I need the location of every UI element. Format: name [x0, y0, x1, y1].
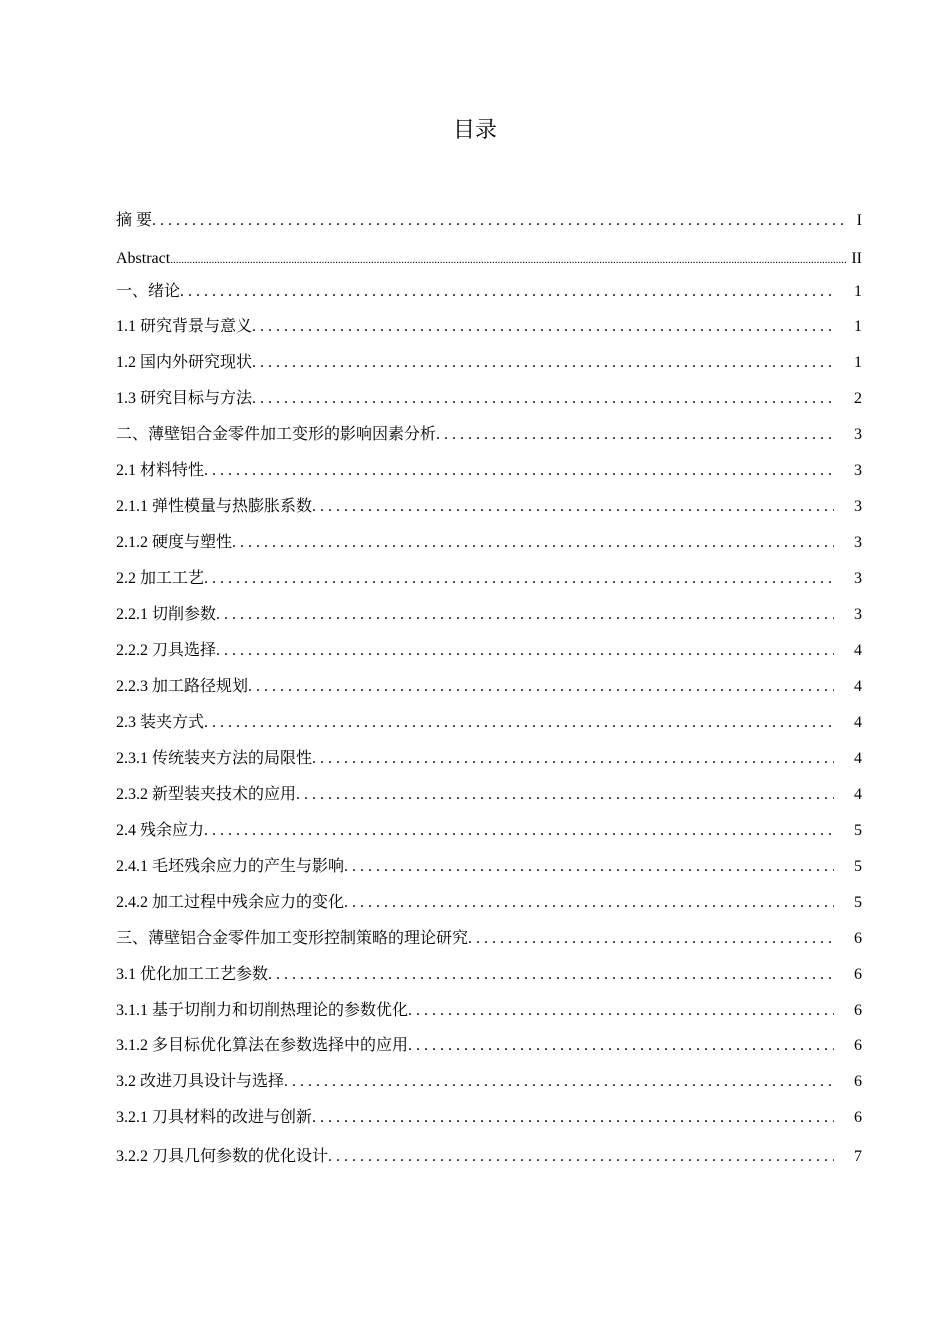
toc-label: 2.2.1 切削参数 [116, 606, 217, 623]
toc-entry[interactable] [116, 855, 862, 879]
toc-entry[interactable] [116, 783, 862, 807]
toc-page: 5 [854, 822, 862, 839]
toc-label: 三、薄壁铝合金零件加工变形控制策略的理论研究 [116, 930, 469, 947]
toc-label: 3.2.2 刀具几何参数的优化设计 [116, 1148, 329, 1165]
toc-entry[interactable] [116, 819, 862, 843]
toc-label: Abstract [116, 250, 171, 267]
toc-page: 4 [854, 786, 862, 803]
toc-label: 2.4.1 毛坯残余应力的产生与影响 [116, 858, 345, 875]
toc-label: 2.4.2 加工过程中残余应力的变化 [116, 894, 345, 911]
toc-entry[interactable] [116, 675, 862, 699]
toc-label: 一、绪论 [116, 283, 181, 300]
toc-page: 6 [854, 930, 862, 947]
toc-leader [204, 567, 834, 591]
toc-entry-abstract-cn[interactable] [116, 209, 862, 233]
toc-entry[interactable] [116, 639, 862, 663]
toc-leader [328, 1145, 834, 1169]
toc-leader [152, 209, 846, 233]
toc-entry[interactable] [116, 567, 862, 591]
toc-page: 6 [854, 966, 862, 983]
toc-leader [252, 315, 834, 339]
toc-page: 4 [854, 642, 862, 659]
toc-leader [312, 495, 834, 519]
toc-label: 3.2.1 刀具材料的改进与创新 [116, 1109, 313, 1126]
toc-leader [312, 1106, 834, 1130]
toc-entry[interactable] [116, 927, 862, 951]
toc-page: 1 [854, 318, 862, 335]
toc-page: 4 [854, 714, 862, 731]
toc-entry[interactable] [116, 963, 862, 987]
toc-label: 1.2 国内外研究现状 [116, 354, 253, 371]
toc-leader [296, 783, 834, 807]
toc-page: 1 [854, 283, 862, 300]
toc-leader [408, 1034, 834, 1058]
toc-entry[interactable] [116, 1106, 862, 1130]
toc-page: 3 [854, 606, 862, 623]
toc-page: 4 [854, 678, 862, 695]
toc-label: 2.3.1 传统装夹方法的局限性 [116, 750, 313, 767]
toc-entry[interactable] [116, 891, 862, 915]
toc-leader [252, 387, 834, 411]
toc-page: 4 [854, 750, 862, 767]
toc-entry[interactable] [116, 1034, 862, 1058]
toc-leader [248, 675, 834, 699]
toc-entry[interactable] [116, 495, 862, 519]
toc-entry[interactable] [116, 603, 862, 627]
toc-entry[interactable] [116, 711, 862, 735]
toc-entry[interactable] [116, 351, 862, 375]
toc-label: 2.3 装夹方式 [116, 714, 205, 731]
toc-page: 1 [854, 354, 862, 371]
toc-entry[interactable] [116, 1145, 862, 1169]
toc-leader [408, 999, 834, 1023]
toc-leader [284, 1070, 834, 1094]
toc-page: 3 [854, 570, 862, 587]
toc-label: 二、薄壁铝合金零件加工变形的影响因素分析 [116, 426, 437, 443]
toc-page: 7 [854, 1148, 862, 1165]
toc-label: 2.4 残余应力 [116, 822, 205, 839]
toc-page: I [856, 212, 862, 229]
toc-leader [268, 963, 834, 987]
toc-label: 2.3.2 新型装夹技术的应用 [116, 786, 297, 803]
toc-page: 3 [854, 462, 862, 479]
toc-leader [468, 927, 834, 951]
toc-page: 6 [854, 1109, 862, 1126]
page-title: 目录 [452, 118, 497, 143]
toc-label: 1.1 研究背景与意义 [116, 318, 253, 335]
toc-label: 3.1 优化加工工艺参数 [116, 966, 269, 983]
toc-page: 6 [854, 1073, 862, 1090]
toc-leader [216, 603, 834, 627]
toc-label: 3.1.2 多目标优化算法在参数选择中的应用 [116, 1037, 409, 1054]
toc-entry[interactable] [116, 999, 862, 1023]
toc-page: 3 [854, 426, 862, 443]
toc-page: 2 [854, 390, 862, 407]
toc-label: 摘 要 [116, 212, 153, 229]
toc-label: 2.1.2 硬度与塑性 [116, 534, 233, 551]
toc-label: 2.1.1 弹性模量与热膨胀系数 [116, 498, 313, 515]
toc-leader [204, 711, 834, 735]
toc-entry[interactable] [116, 747, 862, 771]
toc-leader [232, 531, 834, 555]
toc-entry[interactable] [116, 459, 862, 483]
toc-leader [252, 351, 834, 375]
toc-leader [344, 855, 834, 879]
toc-leader [204, 459, 834, 483]
toc-page: 5 [854, 894, 862, 911]
toc-leader [436, 423, 834, 447]
toc-entry[interactable] [116, 1070, 862, 1094]
toc-label: 2.2.3 加工路径规划 [116, 678, 249, 695]
toc-page: 5 [854, 858, 862, 875]
toc-entry[interactable] [116, 531, 862, 555]
toc-entry[interactable] [116, 423, 862, 447]
toc-leader [312, 747, 834, 771]
toc-entry-abstract-en[interactable] [116, 247, 862, 271]
toc-label: 3.2 改进刀具设计与选择 [116, 1073, 285, 1090]
toc-entry[interactable] [116, 280, 862, 304]
toc-page: 3 [854, 498, 862, 515]
toc-leader [170, 247, 846, 272]
toc-leader [216, 639, 834, 663]
toc-label: 1.3 研究目标与方法 [116, 390, 253, 407]
toc-label: 2.2 加工工艺 [116, 570, 205, 587]
toc-page: 6 [854, 1002, 862, 1019]
toc-label: 2.1 材料特性 [116, 462, 205, 479]
toc-leader [180, 280, 834, 304]
toc-page: 6 [854, 1037, 862, 1054]
toc-page: II [851, 250, 862, 267]
toc-leader [344, 891, 834, 915]
toc-leader [204, 819, 834, 843]
toc-label: 2.2.2 刀具选择 [116, 642, 217, 659]
toc-page: 3 [854, 534, 862, 551]
toc-label: 3.1.1 基于切削力和切削热理论的参数优化 [116, 1002, 409, 1019]
toc-entry[interactable] [116, 387, 862, 411]
toc-entry[interactable] [116, 315, 862, 339]
